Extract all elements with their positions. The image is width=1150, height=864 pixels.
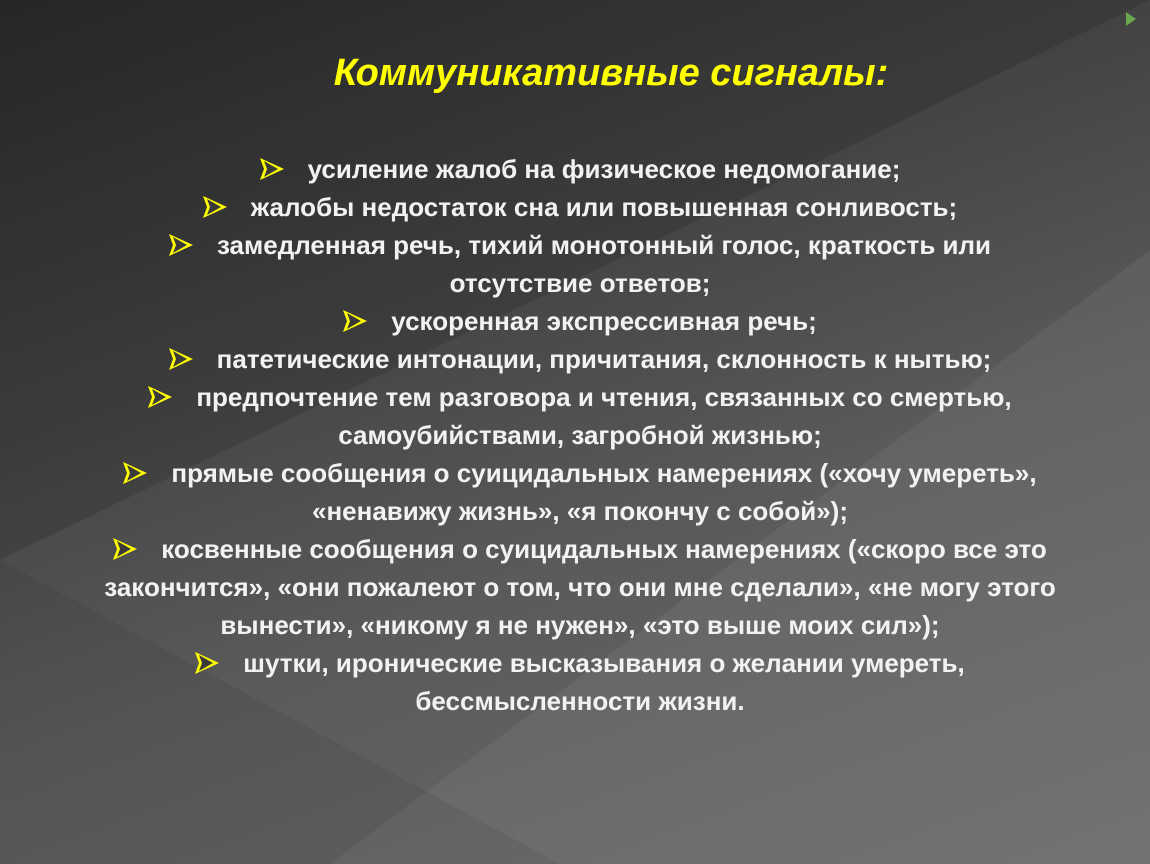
- list-item: [95, 378, 1065, 454]
- list-item-text: предпочтение тем разговора и чтения, связанных со смертью, самоубийствами, загробной жизнью;: [196, 382, 1012, 450]
- list-item: [95, 530, 1065, 644]
- arrowhead-bullet-icon: [123, 456, 147, 478]
- list-item-text: ускоренная экспрессивная речь;: [391, 306, 817, 336]
- arrowhead-bullet-icon: [148, 380, 172, 402]
- arrowhead-bullet-icon: [169, 342, 193, 364]
- list-item-text: замедленная речь, тихий монотонный голос, краткость или отсутствие ответов;: [216, 230, 992, 298]
- list-item: [95, 150, 1065, 188]
- list-item: [95, 226, 1065, 302]
- arrowhead-bullet-icon: [195, 646, 219, 668]
- arrowhead-bullet-icon: [113, 532, 137, 554]
- list-item-text: жалобы недостаток сна или повышенная сонливость;: [250, 192, 958, 222]
- arrowhead-bullet-icon: [260, 152, 284, 174]
- list-item-text: патетические интонации, причитания, склонность к нытью;: [216, 344, 992, 374]
- list-item-text: усиление жалоб на физическое недомогание;: [307, 154, 901, 184]
- arrowhead-bullet-icon: [203, 190, 227, 212]
- list-item-text: прямые сообщения о суицидальных намерениях («хочу умереть», «ненавижу жизнь», «я покончу с собой»);: [171, 458, 1037, 526]
- list-item: [95, 454, 1065, 530]
- list-item: [95, 302, 1065, 340]
- corner-arrow-icon: [1126, 12, 1136, 26]
- signals-list: [95, 150, 1065, 720]
- list-item: [95, 188, 1065, 226]
- list-item: [95, 644, 1065, 720]
- list-item: [95, 340, 1065, 378]
- list-item-text: косвенные сообщения о суицидальных намерениях («скоро все это закончится», «они пожалеют о том, что они мне сделали», «не могу этого вынести», «никому я не нужен», «это выше моих сил»);: [104, 534, 1056, 640]
- slide-title: Коммуникативные сигналы:: [333, 52, 889, 94]
- list-item-text: шутки, иронические высказывания о желании умереть, бессмысленности жизни.: [243, 648, 965, 716]
- arrowhead-bullet-icon: [169, 228, 193, 250]
- arrowhead-bullet-icon: [343, 304, 367, 326]
